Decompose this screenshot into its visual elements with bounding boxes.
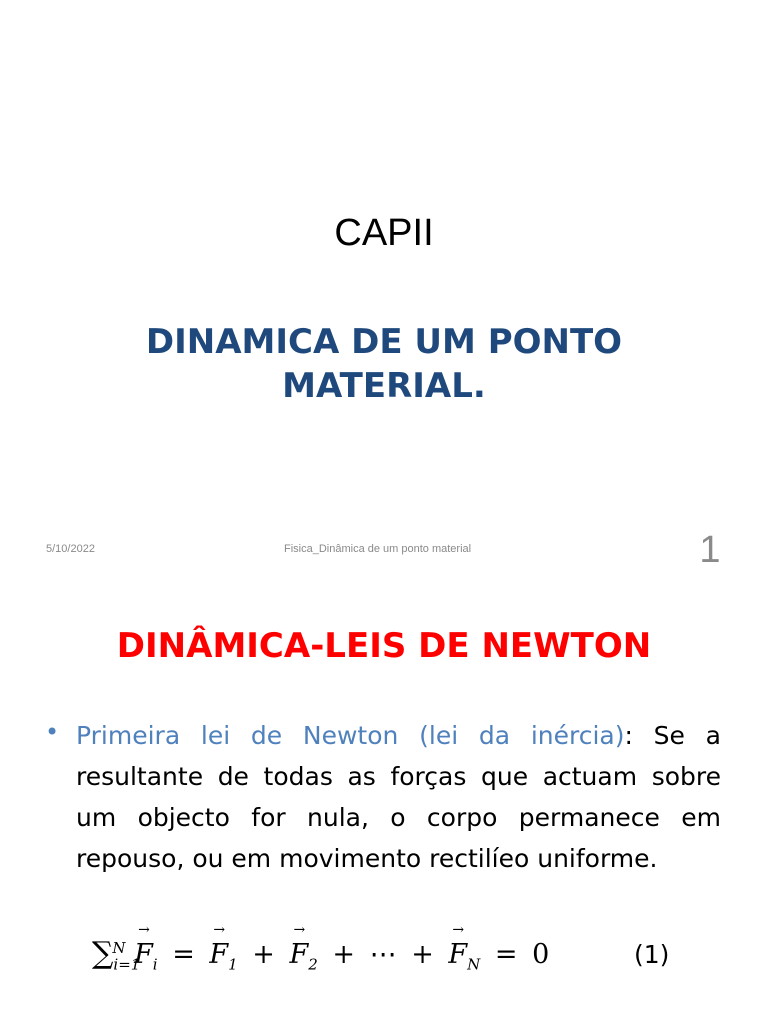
equation-number: (1) [634, 940, 670, 969]
plus-sign-2: + [332, 939, 356, 970]
sum-symbol: ∑ [92, 936, 114, 971]
footer-date: 5/10/2022 [46, 543, 95, 555]
subtitle-line-2: MATERIAL. [282, 366, 486, 406]
force-1: → F [209, 939, 228, 970]
footer-title: Fisica_Dinâmica de um ponto material [284, 543, 472, 555]
law-paragraph [76, 715, 721, 879]
force-i-index: i [152, 955, 158, 974]
equals-sign-2: = [494, 939, 518, 970]
slide-2 [0, 576, 768, 1024]
law-name: Primeira lei de Newton (lei da inércia) [76, 721, 625, 750]
plus-sign-3: + [411, 939, 434, 970]
sum-lower-limit: i=1 [113, 955, 141, 974]
subtitle-line-1: DINAMICA DE UM PONTO [145, 322, 623, 362]
newton-equation [92, 936, 549, 973]
ellipsis: ⋯ [369, 939, 397, 970]
force-n: → F [448, 939, 467, 970]
law-text: : Se a resultante de todas as forças que actuam sobre um objecto for nula, o corpo permanece em repouso, ou em movimento rectilíeo uniforme. [76, 721, 721, 873]
slide-number: 1 [699, 529, 721, 571]
sum-upper-limit: N [112, 939, 126, 957]
force-2-index: 2 [308, 955, 318, 974]
chapter-title: CAPII [334, 212, 434, 254]
slide-subtitle [84, 320, 684, 408]
force-n-index: N [467, 955, 481, 974]
force-i: → F [134, 939, 153, 970]
equals-sign: = [172, 939, 195, 970]
force-2: → F [290, 939, 309, 970]
force-1-index: 1 [228, 955, 238, 974]
equation-rhs: 0 [532, 939, 550, 970]
slide-title: DINÂMICA-LEIS DE NEWTON [116, 626, 652, 666]
plus-sign-1: + [252, 939, 275, 970]
bullet-icon: • [45, 718, 60, 746]
